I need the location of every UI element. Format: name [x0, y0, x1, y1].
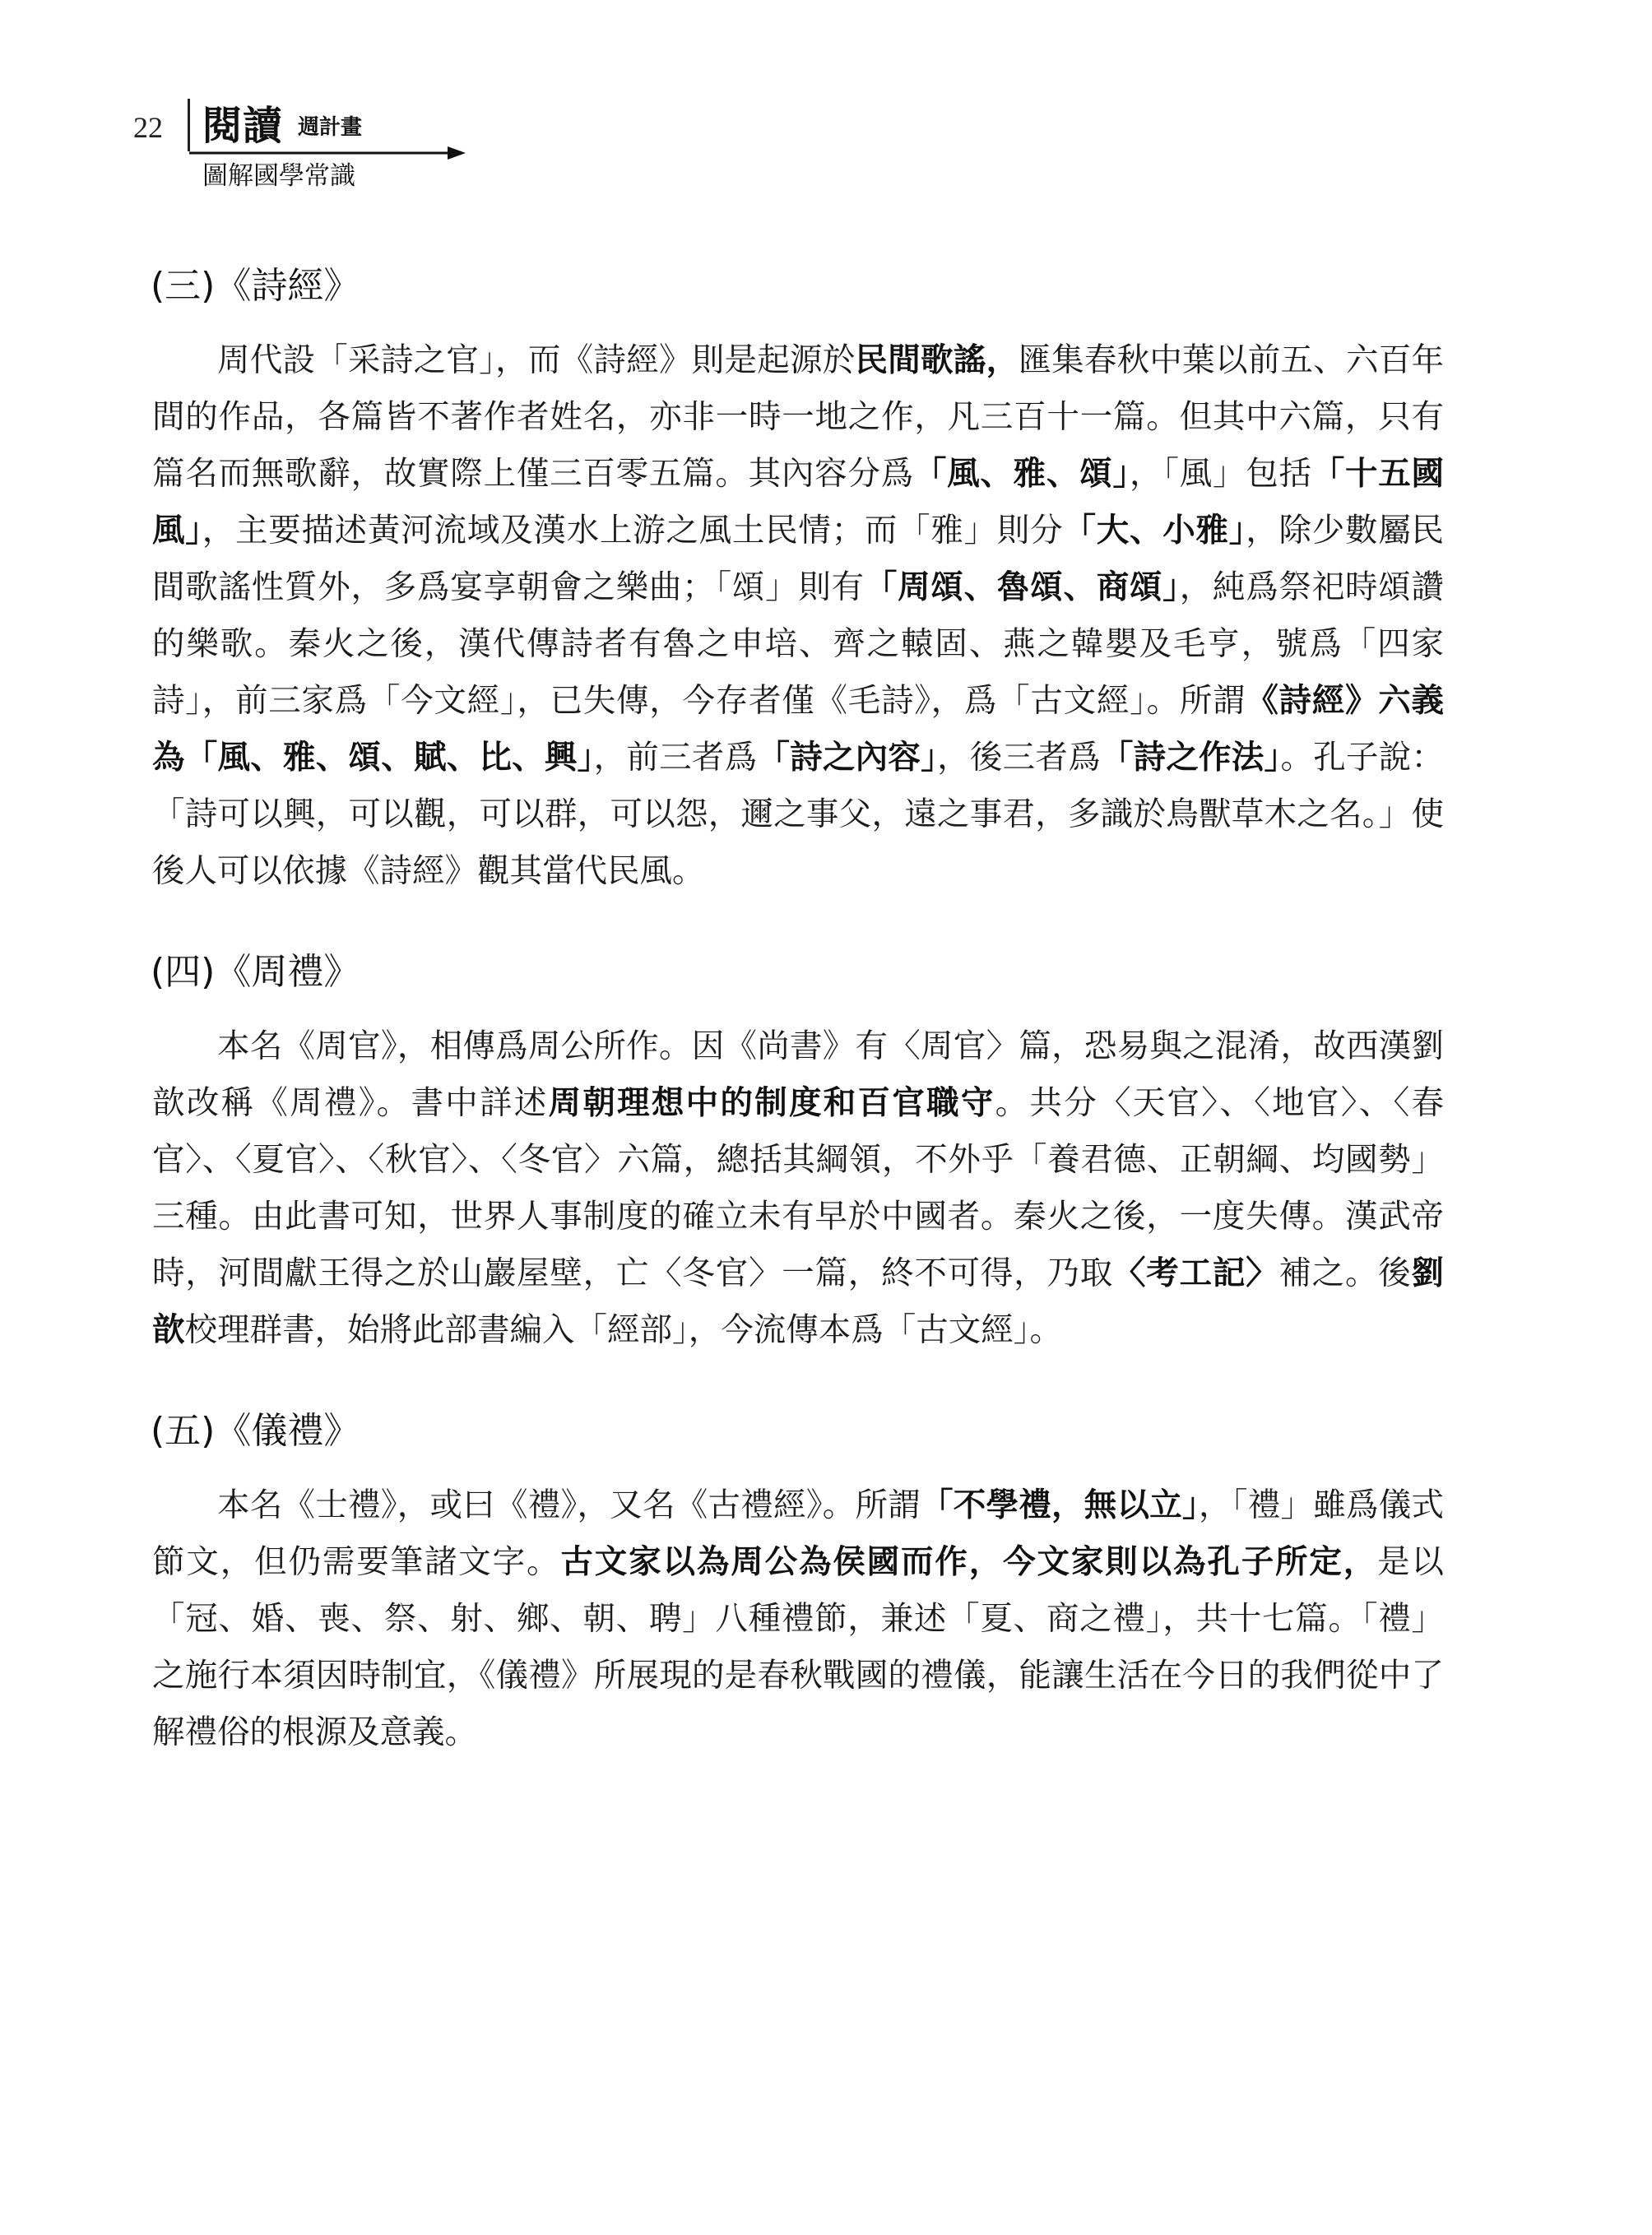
body-text: 本名《周官》，相傳爲周公所作。因《尚書》有〈周官〉篇，恐易與之混淆，故西漢劉歆改稱《周禮》。書中詳述: [152, 1027, 1444, 1122]
body-text: 是以「冠、婚、喪、祭、射、鄉、朝、聘」八種禮節，兼述「夏、商之禮」，共十七篇。「禮」之施行本須因時制宜，《儀禮》所展現的是春秋戰國的禮儀，能讓生活在今日的我們從中了解禮俗的根源及意義。: [152, 1543, 1445, 1751]
section-heading: (五)《儀禮》: [151, 1410, 360, 1452]
emphasis-text: 「不學禮，無以立」: [921, 1486, 1199, 1524]
emphasis-text: 「周頌、魯頌、商頌」: [864, 568, 1180, 606]
emphasis-text: 「風、雅、頌」: [913, 455, 1130, 493]
section-paragraph: [152, 332, 1444, 900]
body-text: 。共分〈天官〉、〈地官〉、〈春官〉、〈夏官〉、〈秋官〉、〈冬官〉六篇，總括其綱領，不外乎「養君德、正朝綱、均國勢」三種。由此書可知，世界人事制度的確立未有早於中國者。秦火之後，一度失傳。漢武帝時，河間獻王得之於山巖屋壁，亡〈冬官〉一篇，終不可得，乃取: [152, 1084, 1445, 1292]
section-heading: (三)《詩經》: [151, 265, 360, 307]
emphasis-text: 古文家以為周公為侯國而作，今文家則以為孔子所定，: [560, 1543, 1378, 1581]
emphasis-text: 劉歆: [152, 1254, 1445, 1349]
book-title: 圖解國學常識: [202, 161, 355, 191]
emphasis-text: 「十五國風」: [152, 455, 1445, 549]
body-text: 本名《士禮》，或曰《禮》，又名《古禮經》。所謂: [217, 1486, 921, 1524]
body-text: 。孔子說：「詩可以興，可以觀，可以群，可以怨，邇之事父，遠之事君，多識於鳥獸草木之名。」使後人可以依據《詩經》觀其當代民風。: [152, 739, 1445, 890]
page-number: 22: [133, 111, 163, 144]
emphasis-text: 「詩之作法」: [1100, 739, 1281, 777]
section-shijing: [152, 262, 1444, 900]
section-yili: [152, 1407, 1444, 1761]
body-text: ，純爲祭祀時頌讚的樂歌。秦火之後，漢代傳詩者有魯之申培、齊之轅固、燕之韓嬰及毛亨，號爲「四家詩」，前三家爲「今文經」，已失傳，今存者僅《毛詩》，爲「古文經」。所謂: [152, 568, 1445, 720]
body-text: 校理群書，始將此部書編入「經部」，今流傳本爲「古文經」。: [184, 1311, 1062, 1349]
body-text: 補之。後: [1278, 1254, 1412, 1292]
emphasis-text: 民間歌謠，: [855, 341, 1019, 379]
emphasis-text: 「詩之內容」: [757, 739, 938, 777]
body-text: 匯集春秋中葉以前五、六百年間的作品，各篇皆不著作者姓名，亦非一時一地之作，凡三百十一篇。但其中六篇，只有篇名而無歌辭，故實際上僅三百零五篇。其內容分爲: [152, 341, 1445, 493]
body-text: ，後三者爲: [937, 739, 1101, 777]
body-text: 周代設「采詩之官」，而《詩經》則是起源於: [217, 341, 856, 379]
section-heading: (四)《周禮》: [151, 951, 360, 993]
body-text: ，前三者爲: [593, 739, 758, 777]
page-body: [152, 262, 1444, 1809]
body-text: ，除少數屬民間歌謠性質外，多爲宴享朝會之樂曲；「頌」則有: [152, 512, 1445, 606]
emphasis-text: 〈考工記〉: [1113, 1254, 1279, 1292]
section-zhouli: [152, 948, 1444, 1359]
emphasis-text: 《詩經》六義為「風、雅、頌、賦、比、興」: [152, 682, 1445, 777]
section-paragraph: [152, 1018, 1444, 1359]
body-text: ，主要描述黃河流域及漢水上游之風土民情；而「雅」則分: [202, 512, 1064, 549]
body-text: ，「禮」雖爲儀式節文，但仍需要筆諸文字。: [152, 1486, 1444, 1581]
section-paragraph: [152, 1477, 1444, 1761]
body-text: ，「風」包括: [1129, 455, 1312, 493]
series-title: 閱讀: [202, 103, 284, 149]
running-header: [123, 99, 452, 197]
emphasis-text: 周朝理想中的制度和百官職守: [548, 1084, 995, 1122]
series-subtitle: 週計畫: [298, 115, 363, 140]
emphasis-text: 「大、小雅」: [1063, 512, 1246, 549]
